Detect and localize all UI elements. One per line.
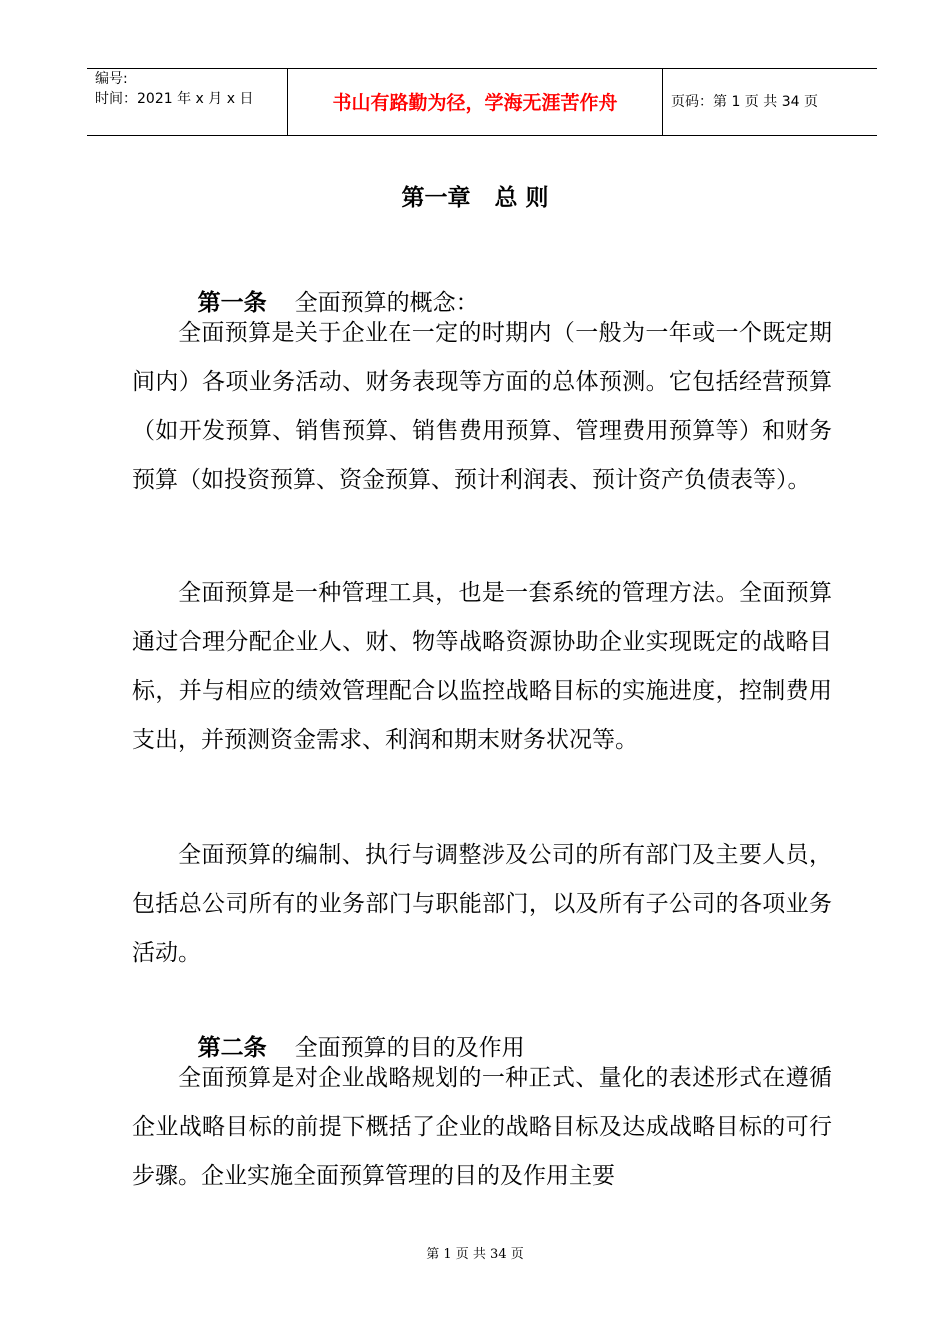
body-paragraph: 全面预算的编制、执行与调整涉及公司的所有部门及主要人员，包括总公司所有的业务部门与职能部门，以及所有子公司的各项业务活动。 [132, 842, 832, 966]
header-meta-cell [87, 69, 288, 135]
header-page-cell [663, 69, 877, 135]
article-number: 第二条 [197, 1035, 267, 1061]
document-time-label: 时间：2021 年 x 月 x 日 [95, 91, 254, 107]
body-paragraph: 全面预算是对企业战略规划的一种正式、量化的表述形式在遵循企业战略目标的前提下概括了企业的战略目标及达成战略目标的可行步骤。企业实施全面预算管理的目的及作用主要 [132, 1065, 832, 1189]
header-motto-cell [288, 69, 663, 135]
body-paragraph: 全面预算是一种管理工具，也是一套系统的管理方法。全面预算通过合理分配企业人、财、物等战略资源协助企业实现既定的战略目标，并与相应的绩效管理配合以监控战略目标的实施进度，控制费用支出，并预测资金需求、利润和期末财务状况等。 [132, 580, 832, 753]
chapter-title: 第一章 总 则 [401, 185, 549, 211]
page-footer: 第 1 页 共 34 页 [426, 1247, 524, 1262]
article-title: 全面预算的目的及作用 [294, 1035, 525, 1061]
document-number-label: 编号: [95, 71, 128, 87]
header-motto: 书山有路勤为径，学海无涯苦作舟 [332, 92, 618, 114]
body-paragraph: 全面预算是关于企业在一定的时期内（一般为一年或一个既定期间内）各项业务活动、财务表现等方面的总体预测。它包括经营预算（如开发预算、销售预算、销售费用预算、管理费用预算等）和财务预算（如投资预算、资金预算、预计利润表、预计资产负债表等）。 [132, 320, 832, 493]
article-number: 第一条 [197, 290, 267, 316]
header-page-number: 页码：第 1 页 共 34 页 [671, 94, 818, 110]
article-title: 全面预算的概念： [294, 290, 479, 316]
document-header [87, 68, 877, 136]
